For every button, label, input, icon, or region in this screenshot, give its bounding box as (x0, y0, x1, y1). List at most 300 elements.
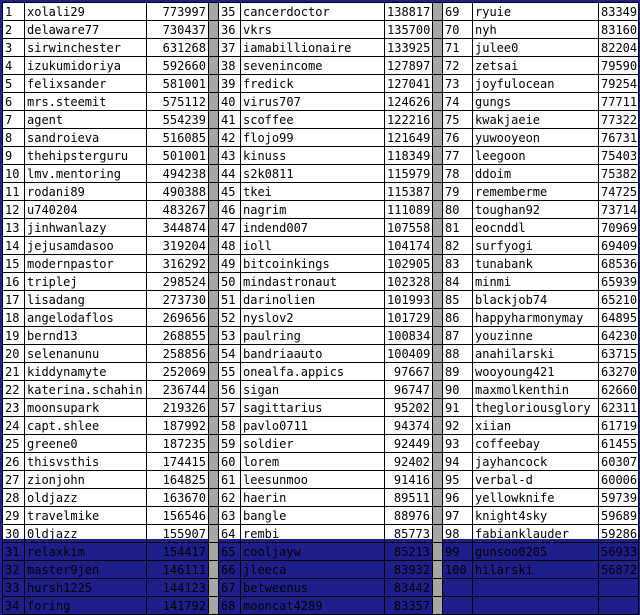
value-cell: 59739 (599, 489, 639, 507)
value-cell: 77711 (599, 93, 639, 111)
column-divider (209, 93, 219, 111)
rank-cell: 97 (443, 507, 473, 525)
username-cell: ryuie (473, 3, 599, 21)
username-cell: surfyogi (473, 237, 599, 255)
username-cell: julee0 (473, 39, 599, 57)
username-cell: bandriaauto (241, 345, 385, 363)
rank-cell: 91 (443, 399, 473, 417)
column-divider (209, 273, 219, 291)
username-cell: anahilarski (473, 345, 599, 363)
column-divider (209, 471, 219, 489)
value-cell: 94374 (385, 417, 433, 435)
value-cell: 74725 (599, 183, 639, 201)
value-cell: 115979 (385, 165, 433, 183)
username-cell: selenanunu (25, 345, 147, 363)
rank-cell: 80 (443, 201, 473, 219)
rank-cell: 87 (443, 327, 473, 345)
rank-cell: 99 (443, 543, 473, 561)
empty-cell (473, 579, 599, 597)
table-row (3, 399, 639, 417)
column-divider (433, 417, 443, 435)
username-cell: yellowknife (473, 489, 599, 507)
table-row (3, 57, 639, 75)
value-cell: 773997 (147, 3, 209, 21)
column-divider (209, 237, 219, 255)
column-divider (209, 561, 219, 579)
username-cell: toughan92 (473, 201, 599, 219)
rank-cell: 6 (3, 93, 25, 111)
rank-cell: 85 (443, 291, 473, 309)
username-cell: 0ldjazz (25, 525, 147, 543)
table-row (3, 309, 639, 327)
rank-cell: 98 (443, 525, 473, 543)
column-divider (433, 93, 443, 111)
column-divider (433, 489, 443, 507)
rank-cell: 48 (219, 237, 241, 255)
value-cell: 82204 (599, 39, 639, 57)
value-cell: 56872 (599, 561, 639, 579)
rank-cell: 18 (3, 309, 25, 327)
username-cell: angelodaflos (25, 309, 147, 327)
value-cell: 219326 (147, 399, 209, 417)
value-cell: 91416 (385, 471, 433, 489)
rank-cell: 71 (443, 39, 473, 57)
column-divider (433, 507, 443, 525)
value-cell: 75403 (599, 147, 639, 165)
username-cell: yuwooyeon (473, 129, 599, 147)
value-cell: 316292 (147, 255, 209, 273)
column-divider (209, 165, 219, 183)
username-cell: virus707 (241, 93, 385, 111)
column-divider (209, 453, 219, 471)
rank-cell: 57 (219, 399, 241, 417)
rank-cell: 51 (219, 291, 241, 309)
column-divider (209, 21, 219, 39)
username-cell: leegoon (473, 147, 599, 165)
column-divider (433, 525, 443, 543)
rank-cell: 24 (3, 417, 25, 435)
value-cell: 89511 (385, 489, 433, 507)
value-cell: 61719 (599, 417, 639, 435)
username-cell: master9jen (25, 561, 147, 579)
column-divider (433, 381, 443, 399)
value-cell: 59689 (599, 507, 639, 525)
column-divider (209, 327, 219, 345)
value-cell: 68536 (599, 255, 639, 273)
username-cell: rodani89 (25, 183, 147, 201)
empty-cell (443, 579, 473, 597)
value-cell: 63270 (599, 363, 639, 381)
table-row (3, 363, 639, 381)
rank-cell: 12 (3, 201, 25, 219)
value-cell: 163670 (147, 489, 209, 507)
column-divider (209, 435, 219, 453)
value-cell: 236744 (147, 381, 209, 399)
value-cell: 60006 (599, 471, 639, 489)
username-cell: soldier (241, 435, 385, 453)
username-cell: joyfulocean (473, 75, 599, 93)
value-cell: 75382 (599, 165, 639, 183)
username-cell: lisadang (25, 291, 147, 309)
table-row (3, 201, 639, 219)
column-divider (209, 489, 219, 507)
value-cell: 127041 (385, 75, 433, 93)
username-cell: fredick (241, 75, 385, 93)
value-cell: 79254 (599, 75, 639, 93)
username-cell: haerin (241, 489, 385, 507)
table-row (3, 471, 639, 489)
value-cell: 118349 (385, 147, 433, 165)
column-divider (433, 237, 443, 255)
rank-cell: 63 (219, 507, 241, 525)
value-cell: 155907 (147, 525, 209, 543)
username-cell: delaware77 (25, 21, 147, 39)
column-divider (433, 255, 443, 273)
username-cell: betweenus (241, 579, 385, 597)
username-cell: ddoim (473, 165, 599, 183)
username-cell: felixsander (25, 75, 147, 93)
rank-cell: 62 (219, 489, 241, 507)
table-row (3, 291, 639, 309)
value-cell: 268855 (147, 327, 209, 345)
rank-cell: 72 (443, 57, 473, 75)
column-divider (433, 75, 443, 93)
column-divider (433, 201, 443, 219)
rank-cell: 14 (3, 237, 25, 255)
rank-cell: 73 (443, 75, 473, 93)
rank-cell: 100 (443, 561, 473, 579)
rank-cell: 19 (3, 327, 25, 345)
rank-cell: 66 (219, 561, 241, 579)
column-divider (209, 39, 219, 57)
username-cell: gungs (473, 93, 599, 111)
username-cell: cancerdoctor (241, 3, 385, 21)
value-cell: 101993 (385, 291, 433, 309)
username-cell: happyharmonymay (473, 309, 599, 327)
column-divider (433, 219, 443, 237)
value-cell: 483267 (147, 201, 209, 219)
rank-cell: 13 (3, 219, 25, 237)
value-cell: 516085 (147, 129, 209, 147)
username-cell: scoffee (241, 111, 385, 129)
table-row (3, 489, 639, 507)
value-cell: 154417 (147, 543, 209, 561)
value-cell: 62311 (599, 399, 639, 417)
column-divider (433, 39, 443, 57)
rank-cell: 15 (3, 255, 25, 273)
table-row (3, 273, 639, 291)
username-cell: knight4sky (473, 507, 599, 525)
column-divider (209, 309, 219, 327)
username-cell: sevenincome (241, 57, 385, 75)
value-cell: 187992 (147, 417, 209, 435)
rank-cell: 58 (219, 417, 241, 435)
empty-cell (473, 597, 599, 615)
rank-cell: 45 (219, 183, 241, 201)
username-cell: travelmike (25, 507, 147, 525)
rank-cell: 53 (219, 327, 241, 345)
column-divider (209, 291, 219, 309)
empty-cell (599, 579, 639, 597)
column-divider (433, 327, 443, 345)
rank-cell: 33 (3, 579, 25, 597)
rank-cell: 68 (219, 597, 241, 615)
column-divider (433, 453, 443, 471)
rank-cell: 90 (443, 381, 473, 399)
value-cell: 95202 (385, 399, 433, 417)
column-divider (433, 345, 443, 363)
column-divider (209, 507, 219, 525)
value-cell: 77322 (599, 111, 639, 129)
table-row (3, 111, 639, 129)
rank-cell: 43 (219, 147, 241, 165)
username-cell: moonsupark (25, 399, 147, 417)
value-cell: 76731 (599, 129, 639, 147)
column-divider (209, 201, 219, 219)
table-row (3, 327, 639, 345)
rank-cell: 37 (219, 39, 241, 57)
value-cell: 122216 (385, 111, 433, 129)
username-cell: vkrs (241, 21, 385, 39)
column-divider (209, 399, 219, 417)
rank-cell: 52 (219, 309, 241, 327)
value-cell: 490388 (147, 183, 209, 201)
table-row (3, 93, 639, 111)
value-cell: 62660 (599, 381, 639, 399)
value-cell: 107558 (385, 219, 433, 237)
username-cell: verbal-d (473, 471, 599, 489)
username-cell: thegloriousglory (473, 399, 599, 417)
table-row (3, 381, 639, 399)
value-cell: 96747 (385, 381, 433, 399)
table-row (3, 561, 639, 579)
rank-cell: 82 (443, 237, 473, 255)
value-cell: 631268 (147, 39, 209, 57)
rank-cell: 88 (443, 345, 473, 363)
rank-cell: 4 (3, 57, 25, 75)
value-cell: 102905 (385, 255, 433, 273)
column-divider (209, 381, 219, 399)
rank-cell: 84 (443, 273, 473, 291)
username-cell: hursh1225 (25, 579, 147, 597)
column-divider (209, 525, 219, 543)
rank-cell: 70 (443, 21, 473, 39)
value-cell: 85213 (385, 543, 433, 561)
value-cell: 64895 (599, 309, 639, 327)
value-cell: 164825 (147, 471, 209, 489)
rank-cell: 78 (443, 165, 473, 183)
value-cell: 100834 (385, 327, 433, 345)
value-cell: 111089 (385, 201, 433, 219)
username-cell: zionjohn (25, 471, 147, 489)
empty-cell (599, 597, 639, 615)
table-row (3, 435, 639, 453)
rank-cell: 96 (443, 489, 473, 507)
value-cell: 554239 (147, 111, 209, 129)
column-divider (209, 147, 219, 165)
value-cell: 258856 (147, 345, 209, 363)
value-cell: 83357 (385, 597, 433, 615)
rank-cell: 54 (219, 345, 241, 363)
username-cell: oldjazz (25, 489, 147, 507)
username-cell: jejusamdasoo (25, 237, 147, 255)
username-cell: wooyoung421 (473, 363, 599, 381)
rank-cell: 42 (219, 129, 241, 147)
rank-cell: 74 (443, 93, 473, 111)
username-cell: tkei (241, 183, 385, 201)
value-cell: 63715 (599, 345, 639, 363)
username-cell: mooncat4289 (241, 597, 385, 615)
value-cell: 269656 (147, 309, 209, 327)
table-row (3, 183, 639, 201)
rank-cell: 10 (3, 165, 25, 183)
column-divider (433, 399, 443, 417)
value-cell: 65939 (599, 273, 639, 291)
rank-cell: 34 (3, 597, 25, 615)
rank-cell: 27 (3, 471, 25, 489)
value-cell: 60307 (599, 453, 639, 471)
username-cell: izukumidoriya (25, 57, 147, 75)
column-divider (433, 183, 443, 201)
column-divider (433, 579, 443, 597)
column-divider (209, 579, 219, 597)
table-row (3, 147, 639, 165)
username-cell: mrs.steemit (25, 93, 147, 111)
rank-cell: 69 (443, 3, 473, 21)
username-cell: kiddynamyte (25, 363, 147, 381)
username-cell: s2k0811 (241, 165, 385, 183)
column-divider (209, 129, 219, 147)
column-divider (209, 543, 219, 561)
rank-cell: 55 (219, 363, 241, 381)
rank-cell: 81 (443, 219, 473, 237)
value-cell: 65210 (599, 291, 639, 309)
username-cell: blackjob74 (473, 291, 599, 309)
empty-cell (443, 597, 473, 615)
username-cell: eocnddl (473, 219, 599, 237)
rank-cell: 94 (443, 453, 473, 471)
value-cell: 494238 (147, 165, 209, 183)
username-cell: greene0 (25, 435, 147, 453)
rank-cell: 77 (443, 147, 473, 165)
column-divider (209, 219, 219, 237)
username-cell: jinhwanlazy (25, 219, 147, 237)
username-cell: onealfa.appics (241, 363, 385, 381)
username-cell: leesunmoo (241, 471, 385, 489)
rank-cell: 79 (443, 183, 473, 201)
username-cell: coffeebay (473, 435, 599, 453)
username-cell: youzinne (473, 327, 599, 345)
rank-cell: 28 (3, 489, 25, 507)
value-cell: 83349 (599, 3, 639, 21)
column-divider (209, 3, 219, 21)
table-row (3, 597, 639, 615)
value-cell: 83442 (385, 579, 433, 597)
value-cell: 59286 (599, 525, 639, 543)
rank-cell: 75 (443, 111, 473, 129)
username-cell: nagrim (241, 201, 385, 219)
username-cell: capt.shlee (25, 417, 147, 435)
value-cell: 121649 (385, 129, 433, 147)
value-cell: 144123 (147, 579, 209, 597)
username-cell: sirwinchester (25, 39, 147, 57)
rank-cell: 16 (3, 273, 25, 291)
column-divider (433, 435, 443, 453)
table-row (3, 345, 639, 363)
value-cell: 135700 (385, 21, 433, 39)
column-divider (433, 309, 443, 327)
rank-cell: 22 (3, 381, 25, 399)
username-cell: nyh (473, 21, 599, 39)
rank-cell: 92 (443, 417, 473, 435)
rank-cell: 95 (443, 471, 473, 489)
column-divider (433, 21, 443, 39)
column-divider (433, 273, 443, 291)
table-row (3, 129, 639, 147)
username-cell: jayhancock (473, 453, 599, 471)
rank-cell: 41 (219, 111, 241, 129)
rank-cell: 3 (3, 39, 25, 57)
value-cell: 56933 (599, 543, 639, 561)
value-cell: 115387 (385, 183, 433, 201)
table-row (3, 75, 639, 93)
column-divider (209, 363, 219, 381)
username-cell: xolali29 (25, 3, 147, 21)
table-row (3, 453, 639, 471)
username-cell: sandroieva (25, 129, 147, 147)
column-divider (433, 3, 443, 21)
column-divider (433, 561, 443, 579)
rank-cell: 49 (219, 255, 241, 273)
username-cell: hilarski (473, 561, 599, 579)
value-cell: 127897 (385, 57, 433, 75)
value-cell: 64230 (599, 327, 639, 345)
rank-cell: 89 (443, 363, 473, 381)
value-cell: 88976 (385, 507, 433, 525)
rank-cell: 56 (219, 381, 241, 399)
rank-cell: 9 (3, 147, 25, 165)
value-cell: 730437 (147, 21, 209, 39)
rank-cell: 93 (443, 435, 473, 453)
username-cell: iamabillionaire (241, 39, 385, 57)
username-cell: kinuss (241, 147, 385, 165)
value-cell: 101729 (385, 309, 433, 327)
value-cell: 102328 (385, 273, 433, 291)
rank-cell: 64 (219, 525, 241, 543)
username-cell: lmv.mentoring (25, 165, 147, 183)
username-cell: ioll (241, 237, 385, 255)
username-cell: thisvsthis (25, 453, 147, 471)
rank-cell: 29 (3, 507, 25, 525)
rank-cell: 2 (3, 21, 25, 39)
username-cell: relaxkim (25, 543, 147, 561)
column-divider (433, 57, 443, 75)
username-cell: nyslov2 (241, 309, 385, 327)
rank-cell: 83 (443, 255, 473, 273)
rank-cell: 44 (219, 165, 241, 183)
value-cell: 133925 (385, 39, 433, 57)
value-cell: 69409 (599, 237, 639, 255)
column-divider (209, 345, 219, 363)
column-divider (209, 183, 219, 201)
value-cell: 187235 (147, 435, 209, 453)
username-cell: mindastronaut (241, 273, 385, 291)
value-cell: 141792 (147, 597, 209, 615)
table-row (3, 525, 639, 543)
rank-cell: 67 (219, 579, 241, 597)
rank-cell: 40 (219, 93, 241, 111)
value-cell: 252069 (147, 363, 209, 381)
